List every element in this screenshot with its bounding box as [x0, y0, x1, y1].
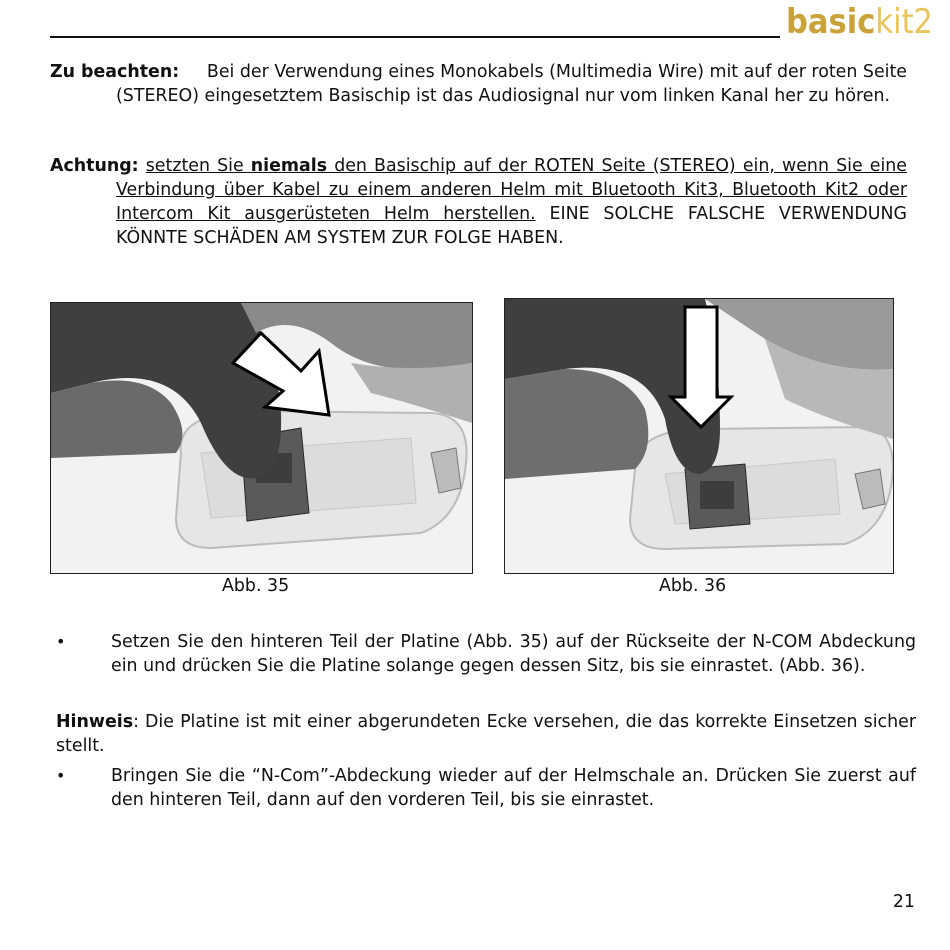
figure-35-image	[51, 303, 472, 573]
warning-label: Achtung:	[50, 156, 139, 176]
bullet-2-symbol: •	[56, 766, 66, 785]
hint-paragraph	[56, 710, 916, 758]
hint-label: Hinweis	[56, 712, 134, 732]
note-text: Bei der Verwendung eines Monokabels (Multimedia Wire) mit auf der roten Seite (STEREO) eingesetztem Basischip ist das Audiosignal nur vom linken Kanal her zu hören.	[116, 62, 908, 106]
bullet-1-symbol: •	[56, 632, 66, 651]
figure-36-caption: Abb. 36	[659, 576, 727, 596]
warning-text-a: setzten Sie	[145, 156, 251, 176]
note-label: Zu beachten:	[50, 62, 180, 82]
figure-36-image	[505, 299, 893, 573]
warning-text-bold: niemals	[250, 156, 328, 176]
figure-36-photo	[504, 298, 894, 574]
figure-35-caption: Abb. 35	[222, 576, 290, 596]
logo-text-basic: basic	[786, 2, 876, 42]
page-number: 21	[892, 892, 915, 912]
warning-text-b: den Basischip auf der ROTEN Seite (STEREO) ein, wenn Sie eine Verbindung über Kabel zu einem anderen Helm mit Bluetooth Kit3, Bluetooth Kit2 oder Intercom Kit ausgerüsteten Helm herstellen.	[116, 156, 907, 224]
header-rule	[50, 36, 780, 38]
warning-text-caps: EINE SOLCHE FALSCHE VERWENDUNG KÖNNTE SCHÄDEN AM SYSTEM ZUR FOLGE HABEN.	[116, 204, 907, 248]
figure-35-photo	[50, 302, 473, 574]
instruction-2: Bringen Sie die “N-Com”-Abdeckung wieder auf der Helmschale an. Drücken Sie zuerst auf den hinteren Teil, dann auf den vorderen Teil, bis sie einrastet.	[111, 766, 916, 810]
warning-paragraph	[50, 154, 907, 250]
brand-logo	[786, 2, 933, 42]
logo-text-kit2: kit2	[875, 2, 934, 42]
note-paragraph	[50, 60, 907, 108]
instruction-1: Setzen Sie den hinteren Teil der Platine (Abb. 35) auf der Rückseite der N-COM Abdeckung ein und drücken Sie die Platine solange gegen dessen Sitz, bis sie einrastet. (Abb. 36).	[111, 632, 916, 676]
hint-text: : Die Platine ist mit einer abgerundeten Ecke versehen, die das korrekte Einsetzen sicher stellt.	[56, 712, 916, 756]
